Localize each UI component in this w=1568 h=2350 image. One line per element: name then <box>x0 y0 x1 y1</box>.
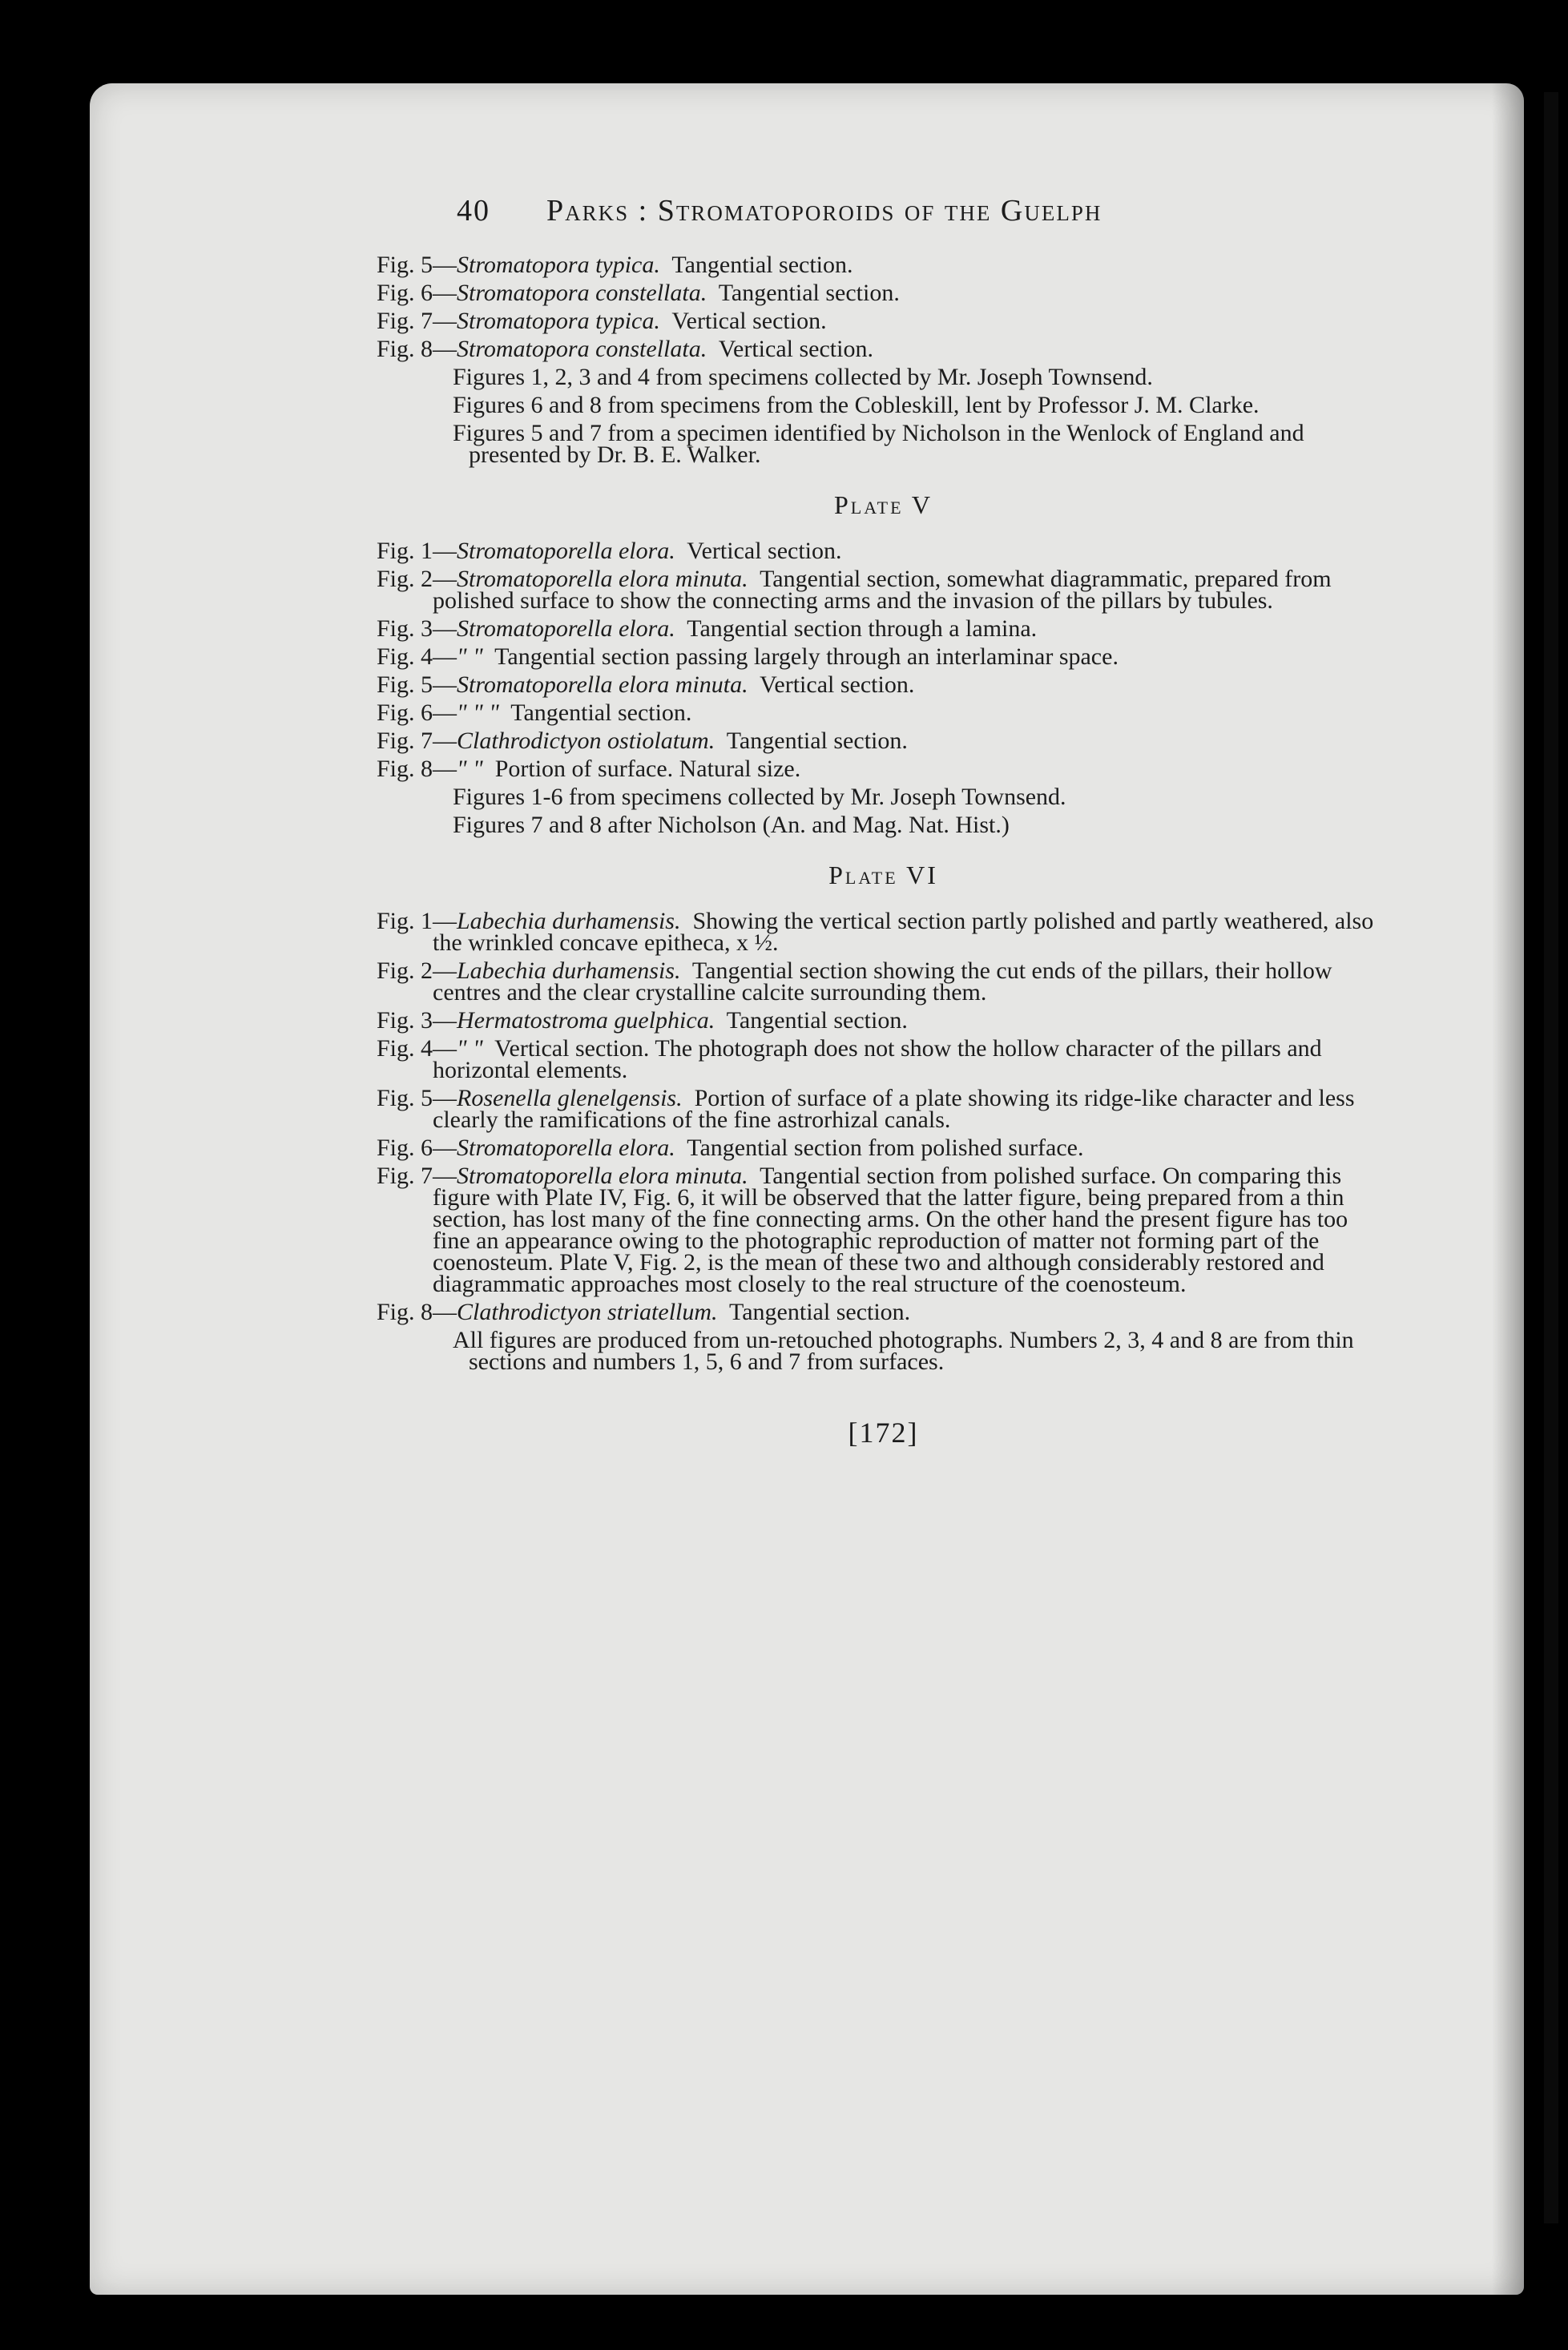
species-name: " " <box>457 643 483 670</box>
figure-label: Fig. 8 <box>377 1299 433 1325</box>
figure-label: Fig. 3 <box>377 615 433 642</box>
figure-caption <box>377 338 1390 360</box>
species-name: " " <box>457 1035 483 1062</box>
figure-label: Fig. 4 <box>377 643 433 670</box>
figure-description: Tangential section. <box>510 699 692 726</box>
em-dash: — <box>433 728 457 754</box>
header-title: Parks : Stromatoporoids of the Guelph <box>546 194 1102 228</box>
figure-label: Fig. 1 <box>377 908 433 934</box>
species-name: Stromatoporella elora minuta. <box>457 566 748 592</box>
figure-caption <box>377 615 1390 642</box>
species-name: Stromatoporella elora minuta. <box>457 1163 748 1189</box>
figure-description: Tangential section passing largely through an interlaminar space. <box>494 643 1119 670</box>
section-plate-iv-continued <box>377 254 1390 466</box>
figure-description: Showing the vertical section partly polished and partly weathered, also the wrinkled concave epitheca, x ½. <box>433 908 1374 956</box>
figure-label: Fig. 5 <box>377 1085 433 1111</box>
figure-label: Fig. 6 <box>377 1135 433 1161</box>
em-dash: — <box>433 566 457 592</box>
page-footer-reference: [172] <box>848 1417 919 1449</box>
figure-caption <box>377 310 1390 332</box>
figure-source-note: Figures 7 and 8 after Nicholson (An. and Mag. Nat. Hist.) <box>453 812 1010 838</box>
figure-label: Fig. 7 <box>377 1163 433 1189</box>
figure-description: Tangential section. <box>718 280 900 306</box>
figure-source-note: Figures 1-6 from specimens collected by Mr. Joseph Townsend. <box>453 784 1066 810</box>
figure-description: Tangential section. <box>726 1007 908 1034</box>
figure-label: Fig. 5 <box>377 671 433 698</box>
figure-source-note: All figures are produced from un-retouched photographs. Numbers 2, 3, 4 and 8 are from thin sections and numbers 1, 5, 6 and 7 from surfaces. <box>453 1327 1354 1375</box>
section-plate-v <box>377 540 1390 836</box>
em-dash: — <box>433 308 457 334</box>
figure-caption <box>377 254 1390 276</box>
figure-description: Vertical section. <box>718 336 873 362</box>
species-name: Stromatoporella elora minuta. <box>457 671 748 698</box>
species-name: Rosenella glenelgensis. <box>457 1085 683 1111</box>
figure-caption <box>377 1137 1390 1159</box>
figure-caption <box>377 671 1390 698</box>
figure-caption <box>377 1301 1390 1323</box>
figure-caption <box>377 566 1390 614</box>
figure-description: Vertical section. The photograph does not show the hollow character of the pillars and horizontal elements. <box>433 1035 1322 1083</box>
em-dash: — <box>433 1035 457 1062</box>
em-dash: — <box>433 756 457 782</box>
figure-description: Tangential section. <box>671 252 853 278</box>
figure-label: Fig. 2 <box>377 566 433 592</box>
species-name: Stromatopora constellata. <box>457 280 707 306</box>
species-name: Stromatoporella elora. <box>457 538 675 564</box>
figure-label: Fig. 7 <box>377 728 433 754</box>
book-spine <box>1544 92 1558 2223</box>
em-dash: — <box>433 615 457 642</box>
figure-caption <box>377 1035 1390 1083</box>
em-dash: — <box>433 699 457 726</box>
em-dash: — <box>433 1163 457 1189</box>
species-name: " " <box>457 756 483 782</box>
figure-description: Vertical section. <box>687 538 842 564</box>
running-header <box>457 194 1390 228</box>
figure-label: Fig. 8 <box>377 336 433 362</box>
figure-description: Portion of surface. Natural size. <box>494 756 801 782</box>
page-content <box>377 194 1390 1449</box>
figure-label: Fig. 7 <box>377 308 433 334</box>
figure-caption <box>377 1087 1390 1131</box>
em-dash: — <box>433 957 457 984</box>
species-name: " " " <box>457 699 499 726</box>
em-dash: — <box>433 538 457 564</box>
plate-v-title: Plate V <box>833 490 933 519</box>
em-dash: — <box>433 336 457 362</box>
figure-label: Fig. 6 <box>377 699 433 726</box>
figure-label: Fig. 6 <box>377 280 433 306</box>
figure-caption <box>377 758 1390 780</box>
figure-label: Fig. 5 <box>377 252 433 278</box>
species-name: Clathrodictyon ostiolatum. <box>457 728 715 754</box>
em-dash: — <box>433 1135 457 1161</box>
species-name: Hermatostroma guelphica. <box>457 1007 715 1034</box>
figure-caption <box>377 1007 1390 1034</box>
figure-description: Tangential section from polished surface. <box>687 1135 1084 1161</box>
em-dash: — <box>433 280 457 306</box>
figure-description: Tangential section through a lamina. <box>687 615 1038 642</box>
figure-description: Tangential section showing the cut ends of the pillars, their hollow centres and the clear crystalline calcite surrounding them. <box>433 957 1332 1006</box>
figure-caption <box>377 540 1390 562</box>
figure-source-note: Figures 6 and 8 from specimens from the Cobleskill, lent by Professor J. M. Clarke. <box>453 392 1260 418</box>
figure-caption <box>377 282 1390 304</box>
figure-caption <box>377 730 1390 752</box>
em-dash: — <box>433 671 457 698</box>
section-plate-vi <box>377 910 1390 1373</box>
figure-caption <box>377 643 1390 670</box>
figure-caption <box>377 957 1390 1006</box>
figure-label: Fig. 4 <box>377 1035 433 1062</box>
em-dash: — <box>433 908 457 934</box>
species-name: Stromatopora typica. <box>457 308 660 334</box>
em-dash: — <box>433 1085 457 1111</box>
species-name: Stromatopora constellata. <box>457 336 707 362</box>
species-name: Labechia durhamensis. <box>457 908 681 934</box>
species-name: Stromatoporella elora. <box>457 1135 675 1161</box>
figure-caption <box>377 908 1390 956</box>
em-dash: — <box>433 1299 457 1325</box>
em-dash: — <box>433 252 457 278</box>
figure-label: Fig. 2 <box>377 957 433 984</box>
em-dash: — <box>433 1007 457 1034</box>
figure-label: Fig. 8 <box>377 756 433 782</box>
figure-caption <box>377 1165 1390 1295</box>
figure-source-note: Figures 5 and 7 from a specimen identified by Nicholson in the Wenlock of England and presented by Dr. B. E. Walker. <box>453 420 1304 468</box>
em-dash: — <box>433 643 457 670</box>
page-edge-shadow <box>1492 83 1524 2295</box>
species-name: Stromatopora typica. <box>457 252 660 278</box>
figure-description: Tangential section. <box>729 1299 911 1325</box>
figure-label: Fig. 1 <box>377 538 433 564</box>
page-number: 40 <box>457 194 490 228</box>
species-name: Labechia durhamensis. <box>457 957 681 984</box>
plate-vi-title: Plate VI <box>828 861 938 889</box>
figure-description: Tangential section. <box>726 728 908 754</box>
figure-description: Vertical section. <box>671 308 827 334</box>
figure-description: Tangential section, somewhat diagrammatic, prepared from polished surface to show the connecting arms and the invasion of the pillars by tubules. <box>433 566 1332 614</box>
figure-description: Tangential section from polished surface. On comparing this figure with Plate IV, Fig. 6, it will be observed that the latter figure, being prepared from a thin section, has lost many of the fine connecting arms. On the other hand the present figure has too fine an appearance owing to the photographic reproduction of matter not forming part of the coenosteum. Plate V, Fig. 2, is the mean of these two and although considerably restored and diagrammatic approaches most closely to the real structure of the coenosteum. <box>433 1163 1348 1297</box>
figure-description: Portion of surface of a plate showing its ridge-like character and less clearly the ramifications of the fine astrorhizal canals. <box>433 1085 1355 1133</box>
species-name: Clathrodictyon striatellum. <box>457 1299 718 1325</box>
species-name: Stromatoporella elora. <box>457 615 675 642</box>
figure-source-note: Figures 1, 2, 3 and 4 from specimens collected by Mr. Joseph Townsend. <box>453 364 1153 390</box>
figure-description: Vertical section. <box>760 671 915 698</box>
figure-label: Fig. 3 <box>377 1007 433 1034</box>
figure-caption <box>377 699 1390 726</box>
